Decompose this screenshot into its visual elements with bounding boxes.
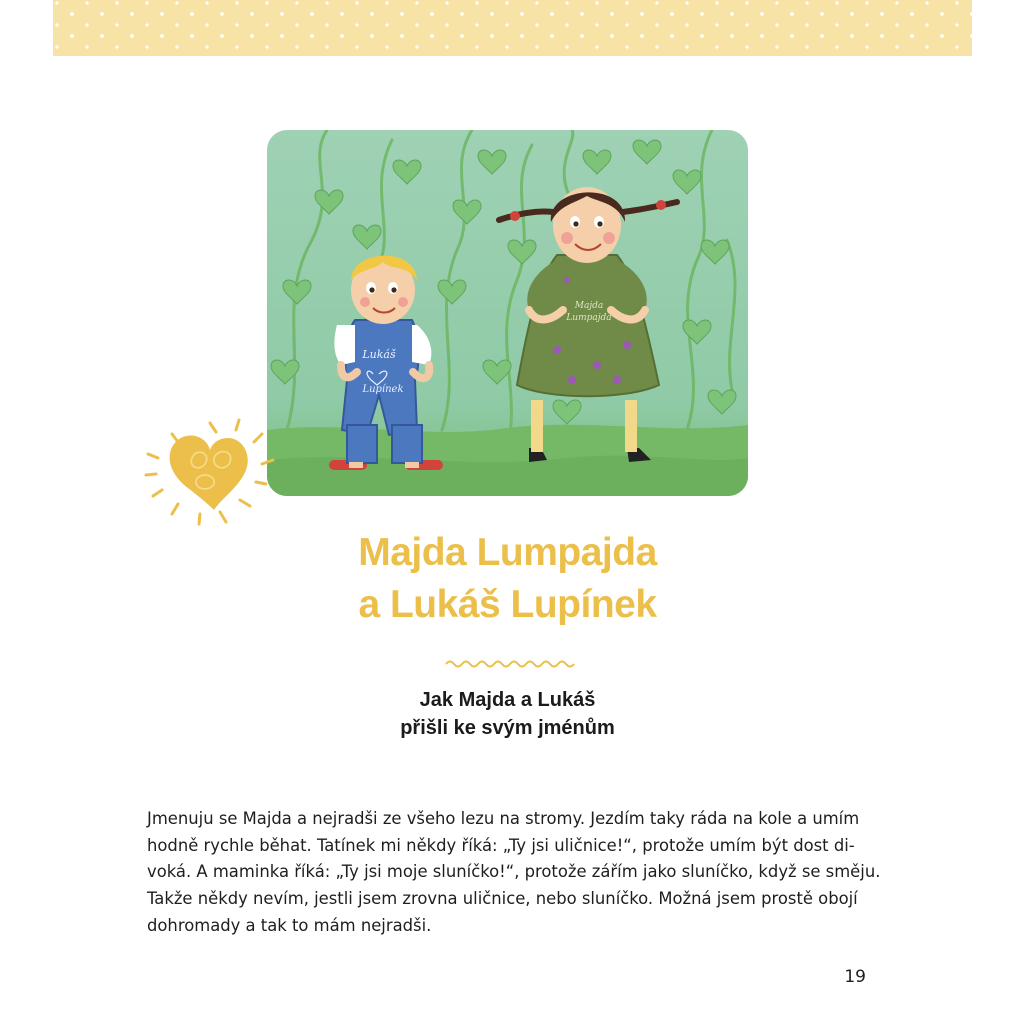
body-line: Takže někdy nevím, jestli jsem zrovna uličnice, nebo sluníčko. Možná jsem prostě obojí xyxy=(147,889,858,909)
title-line-2: a Lukáš Lupínek xyxy=(358,583,657,626)
page-number: 19 xyxy=(844,967,866,987)
title-line-1: Majda Lumpajda xyxy=(358,531,657,574)
body-line: dohromady a tak to mám nejradši. xyxy=(147,915,432,935)
lukas-overalls-line1: Lukáš xyxy=(362,348,396,361)
top-decorative-band xyxy=(53,0,972,56)
majda-dress-line2: Lumpajda xyxy=(566,313,612,323)
wavy-divider xyxy=(444,658,580,670)
illustration-majda-and-lukas xyxy=(267,130,748,496)
body-line: hodně rychle běhat. Tatínek mi někdy říká: „Ty jsi uličnice!“, protože umím být dost di- xyxy=(147,835,855,855)
chapter-subtitle xyxy=(267,686,748,742)
lukas-overalls-line2: Lupínek xyxy=(362,384,404,395)
subtitle-line-2: přišli ke svým jménům xyxy=(400,717,615,739)
majda-dress-line1: Majda xyxy=(574,301,604,311)
body-line: Jmenuju se Majda a nejradši ze všeho lezu na stromy. Jezdím taky ráda na kole a umím xyxy=(147,809,860,828)
body-paragraph xyxy=(147,806,881,940)
page-title xyxy=(267,527,748,631)
heart-sun-icon xyxy=(144,418,278,526)
body-line: voká. A maminka říká: „Ty jsi moje sluníčko!“, protože zářím jako sluníčko, když se směju. xyxy=(147,862,881,882)
subtitle-line-1: Jak Majda a Lukáš xyxy=(419,689,596,711)
